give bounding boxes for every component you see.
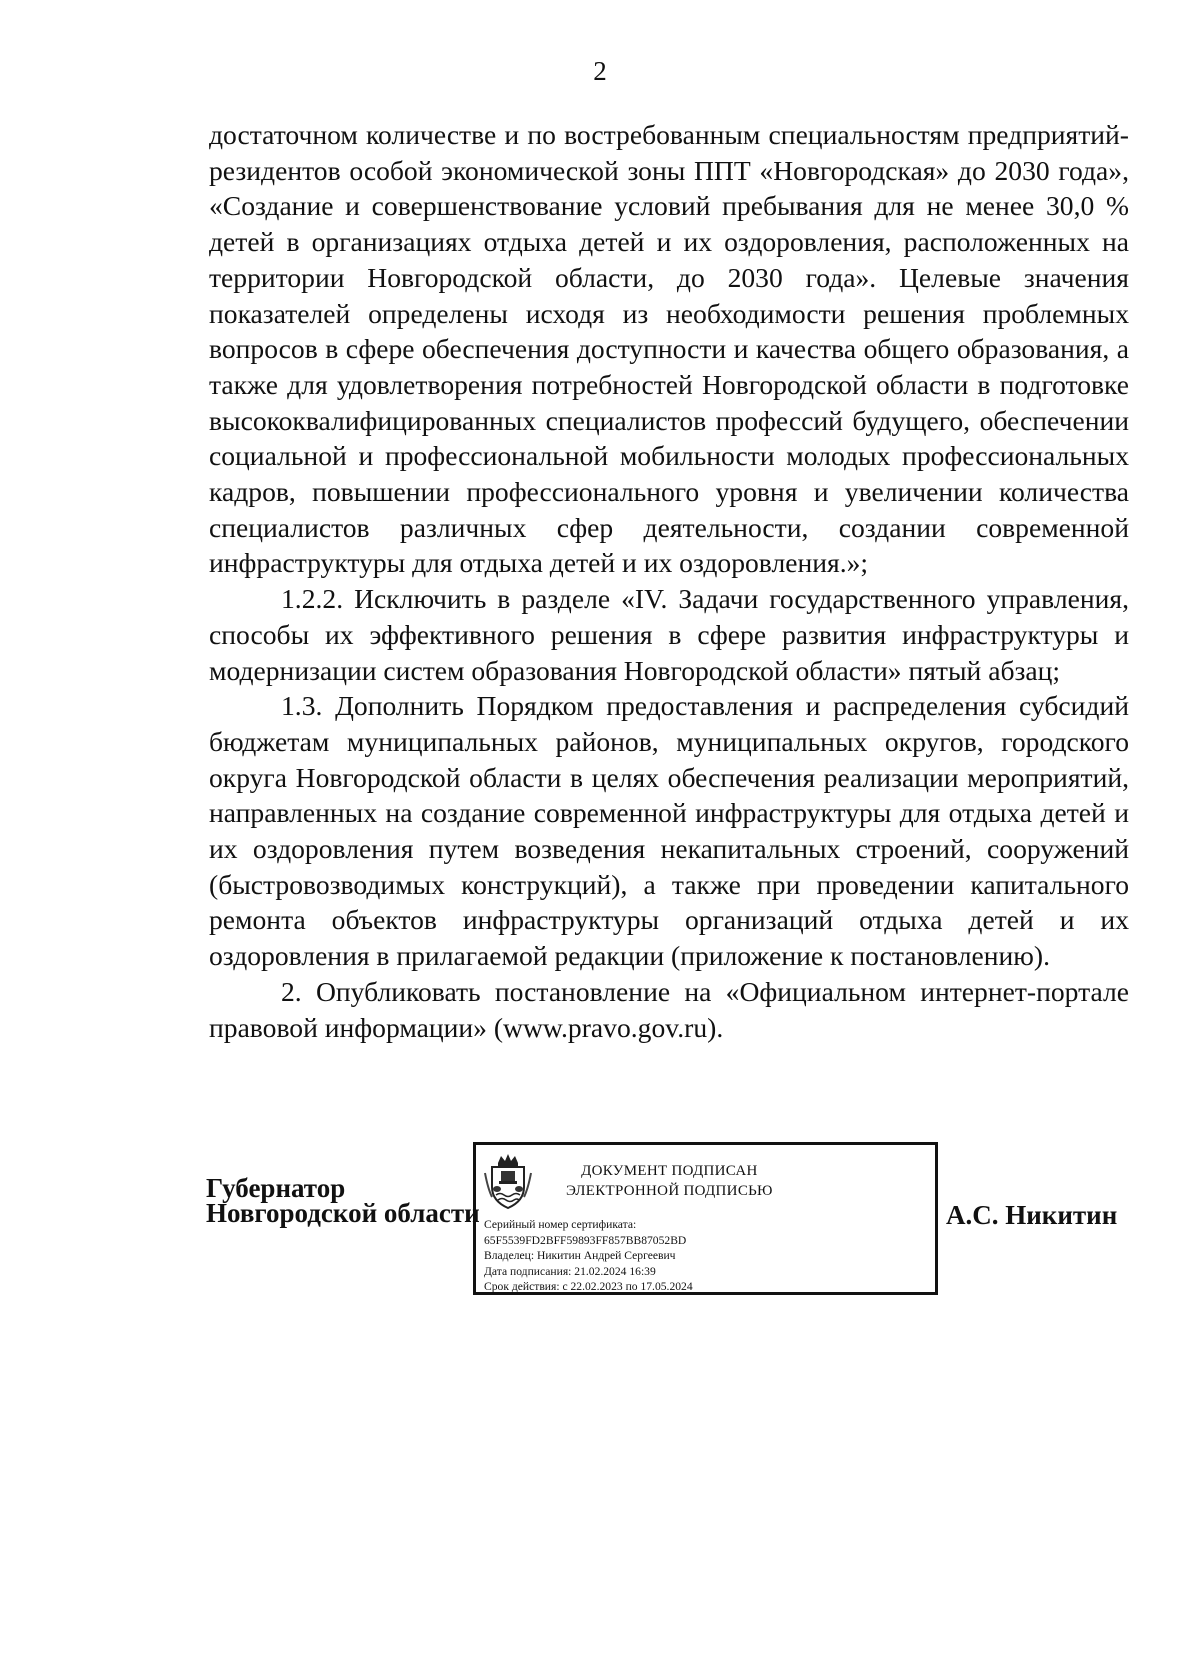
certificate-serial-value: 65F5539FD2BFF59893FF857BB87052BD [484,1233,687,1247]
paragraph-item-1-3: 1.3. Дополнить Порядком предоставления и распределения субсидий бюджетам муниципальных районов, муниципальных округов, городского округа Новгородской области в целях обеспечения реализации мероприятий, направленных на создание современной инфраструктуры для отдыха детей и их оздоровления путем возведения некапитальных строений, сооружений (быстровозводимых конструкций), а также при проведении капитального ремонта объектов инфраструктуры организаций отдыха детей и их оздоровления в прилагаемой редакции (приложение к постановлению). [209,690,1129,972]
stamp-heading-line2: ЭЛЕКТРОННОЙ ПОДПИСЬЮ [566,1183,773,1199]
certificate-validity: Срок действия: с 22.02.2023 по 17.05.2024 [484,1280,693,1294]
certificate-owner: Владелец: Никитин Андрей Сергеевич [484,1249,676,1263]
paragraph-item-2: 2. Опубликовать постановление на «Официальном интернет-портале правовой информации» (www.pravo.gov.ru). [209,975,1129,1043]
novgorod-coat-of-arms-icon [483,1153,533,1211]
stamp-heading [566,1161,773,1201]
signer-position-line2: Новгородской области [206,1198,480,1228]
document-body [209,117,1129,1045]
signer-name: А.С. Никитин [946,1200,1118,1230]
stamp-heading-line1: ДОКУМЕНТ ПОДПИСАН [581,1163,758,1179]
signer-position [206,1173,480,1228]
signing-date: Дата подписания: 21.02.2024 16:39 [484,1264,656,1278]
page-number: 2 [593,56,607,86]
signer-position-line1: Губернатор [206,1173,346,1203]
certificate-serial-label: Серийный номер сертификата: [484,1218,637,1231]
paragraph-item-1-2-2: 1.2.2. Исключить в разделе «IV. Задачи государственного управления, способы их эффективного решения в сфере развития инфраструктуры и модернизации систем образования Новгородской области» пятый абзац; [209,583,1129,686]
stamp-details [484,1217,693,1295]
electronic-signature-stamp [473,1142,938,1295]
paragraph-continuation: достаточном количестве и по востребованным специальностям предприятий-резидентов особой экономической зоны ППТ «Новгородская» до 2030 года», «Создание и совершенствование условий пребывания для не менее 30,0 % детей в организациях отдыха детей и их оздоровления, расположенных на территории Новгородской области, до 2030 года». Целевые значения показателей определены исходя из необходимости решения проблемных вопросов в сфере обеспечения доступности и качества общего образования, а также для удовлетворения потребностей Новгородской области в подготовке высококвалифицированных специалистов профессий будущего, обеспечении социальной и профессиональной мобильности молодых профессиональных кадров, повышении профессионального уровня и увеличении количества специалистов различных сфер деятельности, создании современной инфраструктуры для отдыха детей и их оздоровления.»; [209,119,1129,579]
